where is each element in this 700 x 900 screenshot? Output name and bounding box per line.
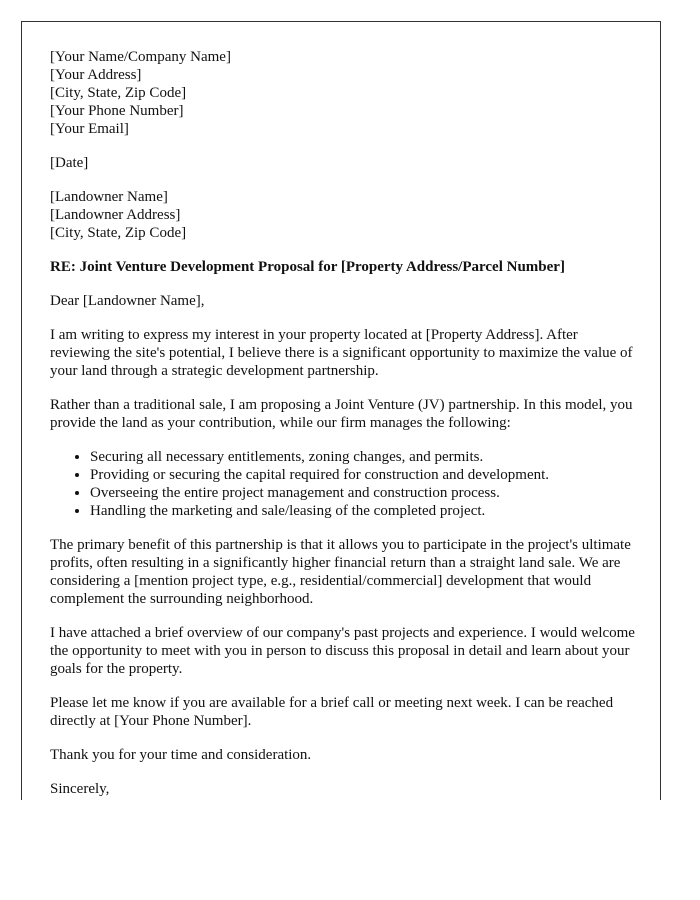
paragraph-benefits: The primary benefit of this partnership is that it allows you to participate in the project's ultimate profits, often resulting in a significantly higher financial return than a straight land sale. We are considering a [mention project type, e.g., residential/commercial] development that would complement the surrounding neighborhood.	[50, 537, 631, 607]
closing: Sincerely,	[50, 781, 110, 797]
list-item: • Handling the marketing and sale/leasing of the completed project.	[90, 502, 640, 520]
letter-date: [Date]	[50, 155, 89, 171]
sender-address: [Your Address]	[50, 67, 142, 83]
list-item: • Overseeing the entire project management and construction process.	[90, 484, 640, 502]
recipient-city-state-zip: [City, State, Zip Code]	[50, 225, 187, 241]
paragraph-proposal: Rather than a traditional sale, I am proposing a Joint Venture (JV) partnership. In this model, you provide the land as your contribution, while our firm manages the following:	[50, 397, 633, 431]
responsibilities-list	[50, 448, 640, 520]
recipient-address: [Landowner Address]	[50, 207, 181, 223]
sender-block	[50, 48, 640, 138]
salutation: Dear [Landowner Name],	[50, 293, 205, 309]
paragraph-thanks: Thank you for your time and consideration.	[50, 747, 312, 763]
paragraph-interest: I am writing to express my interest in your property located at [Property Address]. After reviewing the site's potential, I believe there is a significant opportunity to maximize the value of your land through a strategic development partnership.	[50, 327, 633, 379]
list-item: • Providing or securing the capital required for construction and development.	[90, 466, 640, 484]
sender-city-state-zip: [City, State, Zip Code]	[50, 85, 187, 101]
date-block	[50, 154, 640, 172]
letter-body	[50, 48, 640, 800]
recipient-name: [Landowner Name]	[50, 189, 168, 205]
sender-phone: [Your Phone Number]	[50, 103, 184, 119]
list-item: • Securing all necessary entitlements, zoning changes, and permits.	[90, 448, 640, 466]
sender-name: [Your Name/Company Name]	[50, 49, 231, 65]
sender-email: [Your Email]	[50, 121, 129, 137]
paragraph-attachment: I have attached a brief overview of our company's past projects and experience. I would welcome the opportunity to meet with you in person to discuss this proposal in detail and learn about your goals for the property.	[50, 625, 635, 677]
recipient-block	[50, 188, 640, 242]
paragraph-contact: Please let me know if you are available for a brief call or meeting next week. I can be reached directly at [Your Phone Number].	[50, 695, 614, 729]
subject-line: RE: Joint Venture Development Proposal for [Property Address/Parcel Number]	[50, 259, 565, 275]
letter-page	[21, 21, 661, 800]
